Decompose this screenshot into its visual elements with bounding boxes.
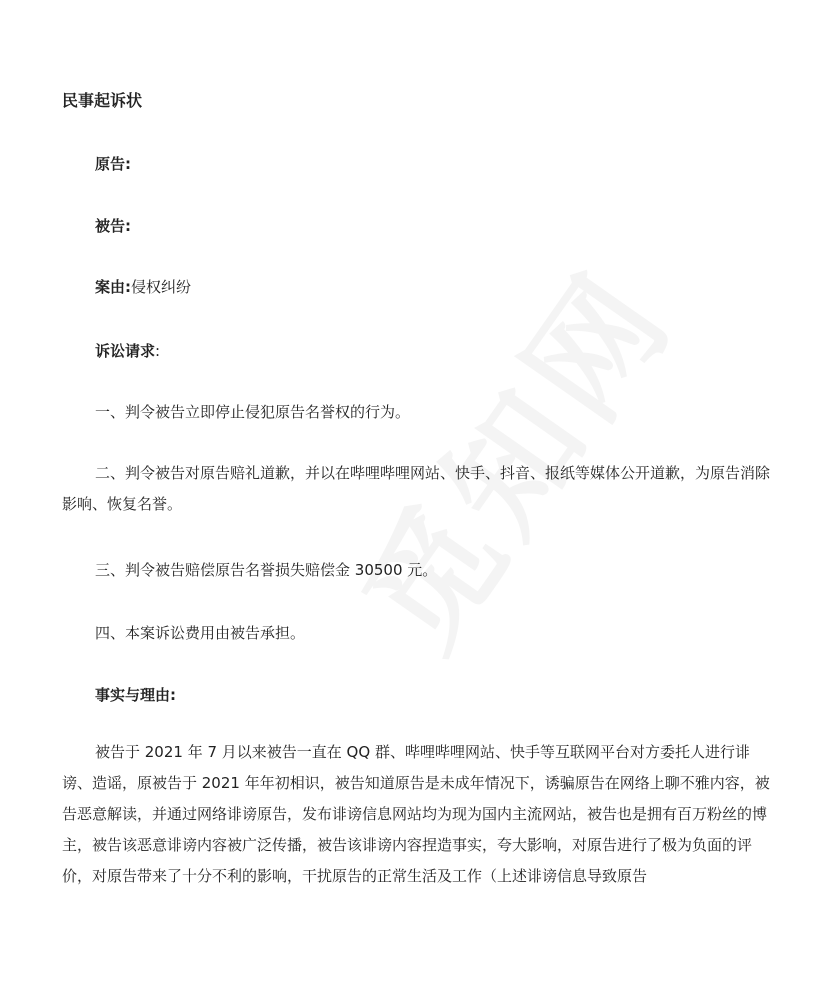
- cause-label: 案由:: [95, 278, 131, 296]
- facts-paragraph: 被告于 2021 年 7 月以来被告一直在 QQ 群、哔哩哔哩网站、快手等互联网平台对方委托人进行诽谤、造谣，原被告于 2021 年年初相识，被告知道原告是未成年情况下，诱骗原告在网络上聊不雅内容，被告恶意解读，并通过网络诽谤原告，发布诽谤信息网站均为现为国内主流网站，被告也是拥有百万粉丝的博主，被告该恶意诽谤内容被广泛传播，被告该诽谤内容捏造事实，夸大影响，对原告进行了极为负面的评价，对原告带来了十分不利的影响，干扰原告的正常生活及工作（上述诽谤信息导致原告: [62, 743, 770, 885]
- claim-item-1: 一、判令被告立即停止侵犯原告名誉权的行为。: [95, 403, 411, 421]
- cause-value: 侵权纠纷: [131, 278, 192, 296]
- defendant-label: 被告:: [95, 217, 131, 235]
- claim-item-4: 四、本案诉讼费用由被告承担。: [95, 624, 306, 642]
- cause-line: [95, 276, 191, 298]
- watermark: [313, 228, 707, 679]
- claims-label: 诉讼请求: [95, 342, 156, 360]
- claim-item-3: 三、判令被告赔偿原告名誉损失赔偿金 30500 元。: [95, 561, 438, 579]
- plaintiff-label: 原告:: [95, 155, 131, 173]
- facts-label: 事实与理由:: [95, 686, 176, 704]
- claims-colon: :: [155, 342, 161, 360]
- claims-heading: [95, 340, 160, 362]
- claim-item-2: 二、判令被告对原告赔礼道歉，并以在哔哩哔哩网站、快手、抖音、报纸等媒体公开道歉，为原告消除影响、恢复名誉。: [62, 464, 771, 513]
- document-title: 民事起诉状: [62, 91, 143, 110]
